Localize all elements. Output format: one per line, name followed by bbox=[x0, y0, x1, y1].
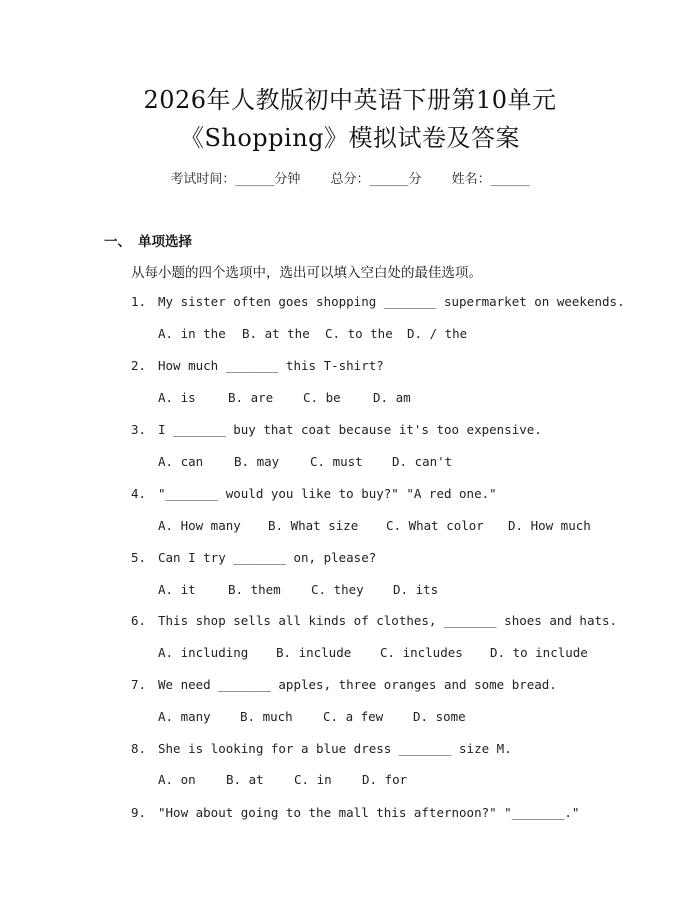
answer-options bbox=[158, 772, 422, 787]
question-number: 8. bbox=[131, 741, 147, 756]
option-a[interactable]: A. How many bbox=[158, 518, 241, 533]
option-d[interactable]: D. some bbox=[413, 709, 466, 724]
option-a[interactable]: A. many bbox=[158, 709, 211, 724]
question-6 bbox=[131, 613, 617, 628]
answer-options bbox=[158, 709, 473, 724]
section-instruction: 从每小题的四个选项中，选出可以填入空白处的最佳选项。 bbox=[131, 265, 482, 281]
option-d[interactable]: D. How much bbox=[508, 518, 591, 533]
option-a[interactable]: A. on bbox=[158, 772, 196, 787]
answer-options bbox=[158, 326, 467, 341]
question-text: How much _______ this T-shirt? bbox=[158, 358, 384, 373]
question-number: 2. bbox=[131, 358, 147, 373]
section-number: 一、 bbox=[104, 234, 131, 250]
question-number: 5. bbox=[131, 550, 147, 565]
answer-options bbox=[158, 518, 591, 533]
option-b[interactable]: B. are bbox=[228, 390, 274, 405]
option-a[interactable]: A. can bbox=[158, 454, 204, 469]
answer-options bbox=[158, 645, 590, 660]
question-number: 4. bbox=[131, 486, 147, 501]
option-b[interactable]: B. What size bbox=[268, 518, 359, 533]
option-a[interactable]: A. in the bbox=[158, 326, 226, 341]
option-b[interactable]: B. may bbox=[234, 454, 280, 469]
exam-time-field: 考试时间：______分钟 bbox=[170, 172, 301, 187]
question-text: Can I try _______ on, please? bbox=[158, 550, 377, 565]
option-c[interactable]: C. must bbox=[310, 454, 363, 469]
option-c[interactable]: C. What color bbox=[386, 518, 484, 533]
option-d[interactable]: D. can't bbox=[392, 454, 453, 469]
question-5 bbox=[131, 550, 376, 565]
section-title: 单项选择 bbox=[138, 234, 192, 250]
answer-options bbox=[158, 390, 413, 405]
option-d[interactable]: D. am bbox=[373, 390, 411, 405]
exam-title-line-1: 2026年人教版初中英语下册第10单元 bbox=[143, 86, 557, 114]
exam-info-line bbox=[0, 168, 700, 187]
question-number: 1. bbox=[131, 294, 147, 309]
question-text: "How about going to the mall this afternoon?" "_______." bbox=[158, 805, 580, 820]
total-score-field: 总分：______分 bbox=[330, 172, 422, 187]
option-c[interactable]: C. they bbox=[311, 582, 364, 597]
answer-options bbox=[158, 582, 443, 597]
option-d[interactable]: D. its bbox=[393, 582, 439, 597]
section-heading bbox=[104, 230, 192, 250]
question-number: 7. bbox=[131, 677, 147, 692]
option-c[interactable]: C. includes bbox=[380, 645, 463, 660]
option-b[interactable]: B. much bbox=[240, 709, 293, 724]
option-b[interactable]: B. include bbox=[276, 645, 352, 660]
question-text: I _______ buy that coat because it's too expensive. bbox=[158, 422, 542, 437]
question-number: 6. bbox=[131, 613, 147, 628]
option-c[interactable]: C. to the bbox=[325, 326, 393, 341]
option-b[interactable]: B. at bbox=[226, 772, 264, 787]
option-a[interactable]: A. it bbox=[158, 582, 196, 597]
student-name-field: 姓名：______ bbox=[451, 172, 530, 187]
option-a[interactable]: A. including bbox=[158, 645, 249, 660]
question-8 bbox=[131, 741, 512, 756]
question-4 bbox=[131, 486, 497, 501]
option-c[interactable]: C. be bbox=[303, 390, 341, 405]
option-c[interactable]: C. in bbox=[294, 772, 332, 787]
option-b[interactable]: B. at the bbox=[242, 326, 310, 341]
answer-options bbox=[158, 454, 452, 469]
question-text: She is looking for a blue dress _______ size M. bbox=[158, 741, 512, 756]
question-text: This shop sells all kinds of clothes, _______ shoes and hats. bbox=[158, 613, 618, 628]
question-text: We need _______ apples, three oranges and some bread. bbox=[158, 677, 557, 692]
option-c[interactable]: C. a few bbox=[323, 709, 384, 724]
option-d[interactable]: D. / the bbox=[407, 326, 468, 341]
question-9 bbox=[131, 805, 579, 820]
question-text: My sister often goes shopping _______ supermarket on weekends. bbox=[158, 294, 625, 309]
question-1 bbox=[131, 294, 625, 309]
question-text: "_______ would you like to buy?" "A red one." bbox=[158, 486, 497, 501]
option-b[interactable]: B. them bbox=[228, 582, 281, 597]
option-d[interactable]: D. for bbox=[362, 772, 408, 787]
option-d[interactable]: D. to include bbox=[490, 645, 588, 660]
question-number: 3. bbox=[131, 422, 147, 437]
question-3 bbox=[131, 422, 542, 437]
question-number: 9. bbox=[131, 805, 147, 820]
option-a[interactable]: A. is bbox=[158, 390, 196, 405]
question-2 bbox=[131, 358, 384, 373]
question-7 bbox=[131, 677, 557, 692]
exam-title-line-2: 《Shopping》模拟试卷及答案 bbox=[179, 124, 521, 152]
